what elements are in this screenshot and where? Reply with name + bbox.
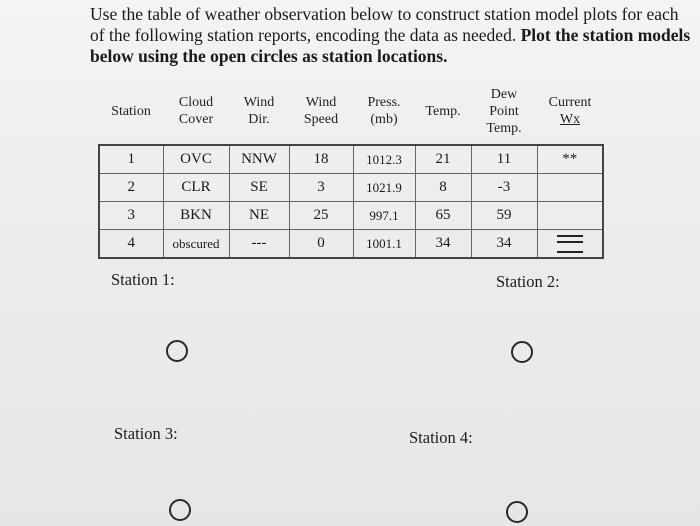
- header-current-wx: Current Wx: [548, 95, 592, 127]
- header-cloud-cover: Cloud Cover: [178, 95, 214, 127]
- cell-wind-dir: NE: [229, 202, 289, 230]
- cell-dew-point: -3: [471, 174, 537, 202]
- cell-wind-dir: ---: [229, 230, 289, 259]
- cell-cloud-cover: BKN: [163, 202, 229, 230]
- station-1-label: Station 1:: [111, 270, 175, 289]
- cell-station: 2: [99, 174, 163, 202]
- station-2-circle[interactable]: [511, 341, 533, 363]
- cell-current-wx: [537, 174, 603, 202]
- station-3-circle[interactable]: [169, 499, 191, 521]
- station-1-circle[interactable]: [166, 340, 188, 362]
- cell-press: 1021.9: [353, 174, 415, 202]
- table-row: [99, 230, 603, 259]
- cell-temp: 65: [415, 202, 471, 230]
- cell-station: 3: [99, 202, 163, 230]
- station-4-circle[interactable]: [506, 501, 528, 523]
- station-2-label: Station 2:: [496, 272, 560, 291]
- cell-wind-dir: NNW: [229, 145, 289, 174]
- instructions-text: Use the table of weather observation below to construct station model plots for each of the following station reports, encoding the data as needed.: [90, 4, 679, 45]
- header-dew-point: Dew Point Temp.: [486, 86, 522, 136]
- cell-dew-point: 34: [471, 230, 537, 259]
- cell-cloud-cover: CLR: [163, 174, 229, 202]
- station-4-label: Station 4:: [409, 428, 473, 447]
- table-row: [99, 174, 603, 202]
- cell-cloud-cover: obscured: [163, 230, 229, 259]
- weather-observation-table: [98, 78, 604, 259]
- fog-icon: [557, 235, 583, 253]
- cell-wind-dir: SE: [229, 174, 289, 202]
- cell-press: 997.1: [353, 202, 415, 230]
- cell-dew-point: 11: [471, 145, 537, 174]
- table-header-row: [99, 78, 603, 145]
- cell-station: 4: [99, 230, 163, 259]
- station-3-label: Station 3:: [114, 424, 178, 443]
- header-wind-dir: Wind Dir.: [243, 95, 275, 127]
- cell-wind-speed: 3: [289, 174, 353, 202]
- cell-station: 1: [99, 145, 163, 174]
- cell-temp: 34: [415, 230, 471, 259]
- cell-current-wx: **: [537, 145, 603, 174]
- cell-current-wx: [537, 230, 603, 259]
- table-row: [99, 145, 603, 174]
- table-row: [99, 202, 603, 230]
- cell-press: 1001.1: [353, 230, 415, 259]
- header-station: Station: [111, 103, 151, 119]
- instructions-paragraph: [90, 4, 695, 67]
- header-wind-speed: Wind Speed: [303, 95, 339, 127]
- cell-press: 1012.3: [353, 145, 415, 174]
- cell-cloud-cover: OVC: [163, 145, 229, 174]
- cell-dew-point: 59: [471, 202, 537, 230]
- cell-wind-speed: 18: [289, 145, 353, 174]
- cell-wind-speed: 25: [289, 202, 353, 230]
- cell-wind-speed: 0: [289, 230, 353, 259]
- cell-current-wx: [537, 202, 603, 230]
- instructions-bold-text: Plot the station models below using the open circles as station locations.: [90, 25, 691, 66]
- cell-temp: 8: [415, 174, 471, 202]
- header-temp: Temp.: [425, 103, 461, 119]
- cell-temp: 21: [415, 145, 471, 174]
- header-press: Press. (mb): [367, 95, 401, 127]
